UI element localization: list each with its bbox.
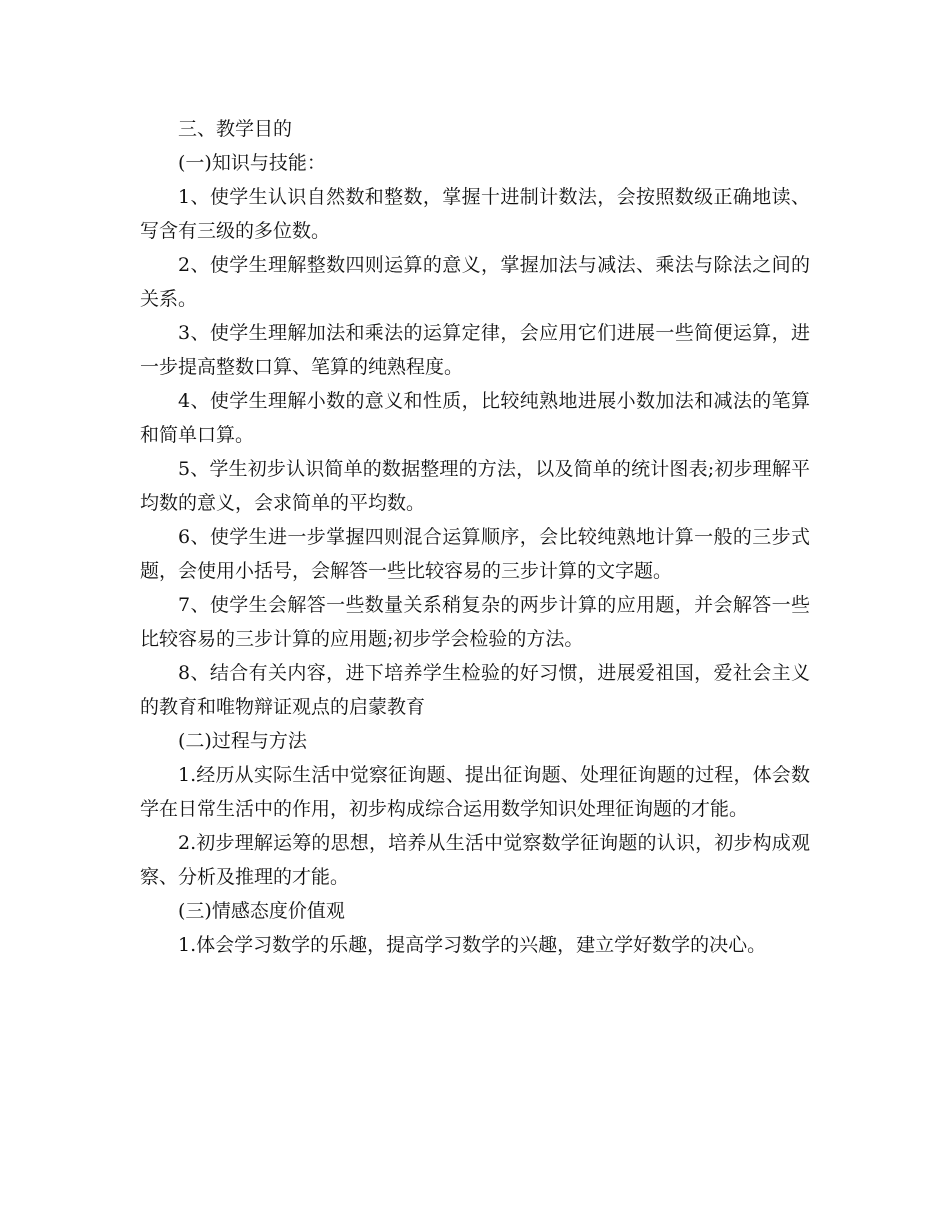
paragraph-item-7: 7、使学生会解答一些数量关系稍复杂的两步计算的应用题，并会解答一些比较容易的三步计算的应用题;初步学会检验的方法。	[140, 594, 810, 650]
subsection-heading-process-methods: (二)过程与方法	[178, 730, 307, 752]
paragraph-process-2: 2.初步理解运筹的思想，培养从生活中觉察数学征询题的认识，初步构成观察、分析及推理的才能。	[140, 832, 810, 888]
paragraph-item-8: 8、结合有关内容，进下培养学生检验的好习惯，进展爱祖国，爱社会主义的教育和唯物辩证观点的启蒙教育	[140, 662, 810, 718]
paragraph-process-1: 1.经历从实际生活中觉察征询题、提出征询题、处理征询题的过程，体会数学在日常生活中的作用，初步构成综合运用数学知识处理征询题的才能。	[140, 764, 810, 820]
paragraph-item-2: 2、使学生理解整数四则运算的意义，掌握加法与减法、乘法与除法之间的关系。	[140, 254, 810, 310]
paragraph-item-1: 1、使学生认识自然数和整数，掌握十进制计数法，会按照数级正确地读、写含有三级的多位数。	[140, 186, 810, 242]
paragraph-attitude-1: 1.体会学习数学的乐趣，提高学习数学的兴趣，建立学好数学的决心。	[178, 934, 767, 956]
subsection-heading-knowledge-skills: (一)知识与技能：	[178, 152, 326, 174]
paragraph-item-4: 4、使学生理解小数的意义和性质，比较纯熟地进展小数加法和减法的笔算和简单口算。	[140, 390, 810, 446]
document-body	[140, 112, 810, 962]
subsection-heading-attitude-values: (三)情感态度价值观	[178, 900, 345, 922]
paragraph-item-5: 5、学生初步认识简单的数据整理的方法，以及简单的统计图表;初步理解平均数的意义，会求简单的平均数。	[140, 458, 810, 514]
paragraph-item-6: 6、使学生进一步掌握四则混合运算顺序，会比较纯熟地计算一般的三步式题，会使用小括号，会解答一些比较容易的三步计算的文字题。	[140, 526, 810, 582]
paragraph-item-3: 3、使学生理解加法和乘法的运算定律，会应用它们进展一些简便运算，进一步提高整数口算、笔算的纯熟程度。	[140, 322, 810, 378]
section-heading-teaching-goals: 三、教学目的	[178, 118, 293, 140]
